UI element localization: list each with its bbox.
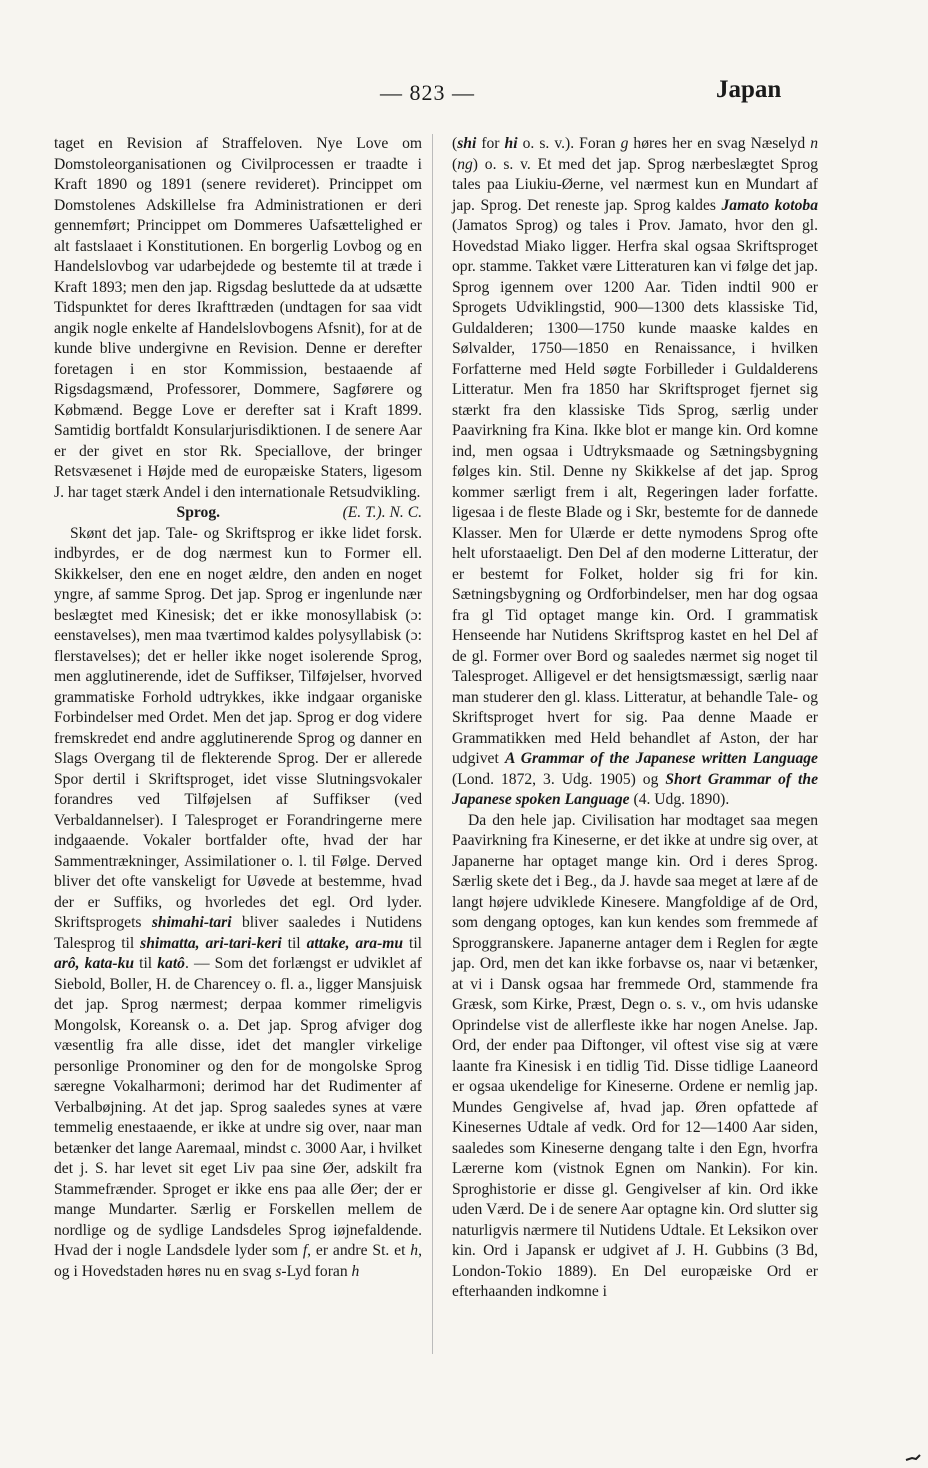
book-title: Short Grammar of the Japanese spoken Language (452, 770, 818, 808)
text-run: (Lond. 1872, 3. Udg. 1905) og (452, 770, 666, 788)
right-column (452, 134, 818, 1303)
text-run: -Lyd foran (281, 1262, 352, 1280)
author-signature: (E. T.). N. C. (342, 504, 422, 521)
left-column (54, 134, 422, 1282)
book-title: A Grammar of the Japanese written Language (505, 750, 818, 767)
text-run: til (281, 934, 307, 952)
term: shi (457, 135, 477, 152)
term: hi (504, 135, 518, 152)
term: h (410, 1242, 419, 1259)
running-title: Japan (716, 76, 782, 103)
text-run: , er andre St. et (307, 1242, 411, 1259)
text-run: ) o. s. v. Et med det jap. Sprog nærbeslægtet Sprog tales paa Liukiu-Øerne, vel nærmest kun en Mundart af jap. Sprog. Det reneste jap. Sprog kaldes (452, 155, 818, 214)
corner-scan-mark-icon (904, 1452, 922, 1462)
text-run: til (134, 955, 158, 972)
term: f (302, 1242, 308, 1259)
term: shimahi-tari (151, 914, 232, 931)
text-run: for (476, 135, 505, 152)
term: attake, ara-mu (306, 934, 404, 952)
term: shimatta, ari-tari-keri (140, 934, 282, 952)
term: Jamato kotoba (721, 196, 818, 214)
paragraph-text: taget en Revision af Straffeloven. Nye Love om Domstoleorganisationen og Civilprocessen er traadte i Kraft 1890 og 1891 (senere revideret). Princippet om Domstolenes Adskillelse fra Administrationen er deri gennemført; Princippet om Dommeres Uafsættelighed er alt fastslaaet i Konstitutionen. En borgerlig Lovbog og en Handelslovbog var udarbejdede og bestemte til at træde i Kraft 1893; men den jap. Rigsdag besluttede da at udsætte Tidspunktet for deres Ikrafttræden (undtagen for saa vidt angik nogle enkelte af Handelslovbogens Afsnit), for at de kunde blive undergivne en Revision. Denne er derefter foretagen i en stor Kommission, bestaaende af Rigsdagsmænd, Professorer, Dommere, Sagførere og Købmænd. Begge Love er derefter sat i Kraft 1899. Samtidig bortfaldt Konsularjurisdiktionen. I de senere Aar er der givet en stor Rk. Speciallove, der bringer Retsvæsenet i Højde med de europæiske Staters, ligesom J. har taget stærk Andel i den internationale Retsudvikling. (54, 135, 422, 501)
term: katô (157, 955, 185, 972)
column-divider (432, 134, 433, 1354)
text-run: bliver saaledes i Nutidens Talesprog til (54, 914, 422, 952)
paragraph-language (54, 524, 422, 1283)
text-run: til (403, 934, 423, 952)
paragraph-dialects-and-history (452, 134, 818, 811)
term: h (351, 1262, 360, 1280)
text-run: . — Som det forlængst er udviklet af Siebold, Boller, H. de Charencey o. fl. a., ligger Mansjuisk det jap. Sprog nærmest; derpaa kommer rimeligvis Mongolsk, Koreansk o. a. Det jap. Sprog afviger dog væsentlig fra alle disse, idet det mangler virkelige personlige Pronominer og den for de mongolske Sprog særegne Vokalharmoni; derimod har det Rudimenter af Verbalbøjning. At det jap. Sprog saaledes synes at være temmelig enestaaende, er ikke at undre sig over, naar man betænker det lange Aaremaal, mindst c. 3000 Aar, i hvilket det j. S. har levet sit eget Liv paa sine Øer, adskilt fra Stammefrænder. Sproget er ikke ens paa alle Øer; der er mange Mundarter. Særlig er Forskellen mellem de nordlige og de sydlige Landsdeles Sprog iøjnefaldende. Hvad der i nogle Landsdele lyder som (54, 955, 422, 1259)
term: s (275, 1262, 282, 1280)
text-run: høres her en svag Næselyd (628, 135, 811, 152)
text-run: ( (452, 155, 458, 173)
term: arô, kata-ku (54, 955, 135, 972)
text-run: (4. Udg. 1890). (629, 791, 730, 808)
text-run: o. s. v.). Foran (517, 135, 621, 152)
text-run: Skønt det jap. Tale- og Skriftsprog er ikke lidet forsk. indbyrdes, er de dog nærmest kun to Former ell. Skikkelser, den ene en noget ældre, den anden en noget yngre, af samme Sprog. Det jap. Sprog er ingenlunde nær beslægtet med Kinesisk; det er ikke monosyllabisk (ɔ: eenstavelses), men maa tværtimod kaldes polysyllabisk (ɔ: flerstavelses); det er heller ikke noget isolerende Sprog, men agglutinerende, idet de Suffikser, Tilføjelser, hvorved grammatiske Forhold udtrykkes, ikke indgaar organiske Forbindelser med Ordet. Men det jap. Sprog er dog videre fremskredet end andre agglutinerende Sprog og danner en Slags Overgang til de flekterende Sprog. Der er allerede Spor dertil i Skriftsproget, idet visse Slutningsvokaler forandres ved Tilføjelsen af Suffikser (ved Verbaldannelser). I Talesproget er Forandringerne mere indgaaende. Vokaler bortfalder ofte, hvad der har Sammentrækninger, Assimilationer o. l. til Følge. Derved bliver det ofte vanskeligt for Uøvede at bestemme, hvad der er Suffiks, og hvorledes det egl. Ord lyder. Skriftsprogets (54, 524, 422, 931)
text-run: , og i Hovedstaden høres nu en svag (54, 1242, 422, 1280)
page-header (0, 72, 928, 112)
text-run: (Jamatos Sprog) og tales i Prov. Jamato, hvor den gl. Hovedstad Miako ligger. Herfra skal ogsaa Skriftsproget opr. stamme. Takket være Litteraturen kan vi følge det jap. Sprog igennem over 1200 Aar. Tiden indtil 900 er Sprogets Udviklingstid, 900—1300 dets klassiske Tid, Guldalderen; 1300—1750 kunde maaske kaldes en Sølvalder, 1750—1850 en Renaissance, i hvilken Forfatterne med Held søgte Forbilleder i Guldalderens Litteratur. Men fra 1850 har Skriftsproget fjernet sig stærkt fra den klassiske Tids Sprog, særlig under Paavirkning fra Kina. Ikke blot er mange kin. Ord komne ind, men ogsaa i Udtryksmaade og Sætningsbygning følges kin. Stil. Denne ny Skikkelse af det jap. Sprog kommer særligt frem i alt, Regeringen lader forfatte. ligesaa i de fleste Blade og i Skr, bestemte for de dannede Klasser. Men for Ulærde er dette nymodens Sprog ofte helt uforstaaeligt. Den Del af den moderne Litteratur, der er bestemt for Folket, holder sig fri for kin. Sætningsbygning og Ordforbindelser, men har dog ogsaa fra gl Tid optaget mange kin. Ord. I grammatisk Henseende har Nutidens Skriftsprog kastet en hel Del af de gl. Former over Bord og saaledes nærmet sig noget til Talesproget. Alligevel er det hensigtsmæssigt, særlig naar man studerer den gl. klass. Litteratur, at behandle Tale- og Skriftsproget hvert for sig. Paa denne Maade er Grammatikken med Held behandlet af Aston, der har udgivet (452, 217, 818, 767)
paragraph-chinese-loanwords: Da den hele jap. Civilisation har modtaget saa megen Paavirkning fra Kineserne, er det ikke at undre sig over, at Japanerne har optaget mange kin. Ord i deres Sprog. Særlig skete det i Beg., da J. havde saa meget at lære af de langt højere udviklede Kinesere. Mangfoldige af de Ord, som dengang optoges, kan kun kendes som fremmede af Sproggranskere. Japanerne antager dem i Reglen for ægte jap. Ord, men det kan ikke forbavse os, naar vi betænker, at vi i Dansk ogsaa har fremmede Ord, stammende fra Græsk, som Kirke, Præst, Degn o. s. v., om hvis udanske Oprindelse vist de allerfleste ikke har nogen Anelse. Jap. Ord, der ender paa Diftonger, vil oftest vise sig at være laante fra Kinesisk i en tidlig Tid. Disse tidlige Laaneord er ogsaa ukendelige for Kineserne. Ordene er nemlig jap. Mundes Gengivelse af, hvad jap. Øren opfattede af Kinesernes Udtale af vedk. Ord for 12—1400 Aar siden, saaledes som Kineserne dengang talte i den Egn, hvorfra Lærerne kom (vistnok Egnen om Nankin). For kin. Sproghistorie er disse gl. Gengivelser af kin. Ord ikke uden Værd. De i de senere Aar optagne kin. Ord slutter sig naturligvis nærmere til Nutidens Udtale. Et Leksikon over kin. Ord i Japansk er udgivet af J. H. Gubbins (3 Bd, London-Tokio 1889). En Del europæiske Ord er efterhaanden indkomne i (452, 811, 818, 1300)
term: n (810, 135, 818, 152)
page-number: — 823 — (380, 80, 475, 105)
text-run: ( (452, 135, 458, 152)
term: g (620, 135, 629, 152)
term: ng (457, 155, 473, 173)
section-heading-sprog: Sprog. (176, 504, 221, 521)
